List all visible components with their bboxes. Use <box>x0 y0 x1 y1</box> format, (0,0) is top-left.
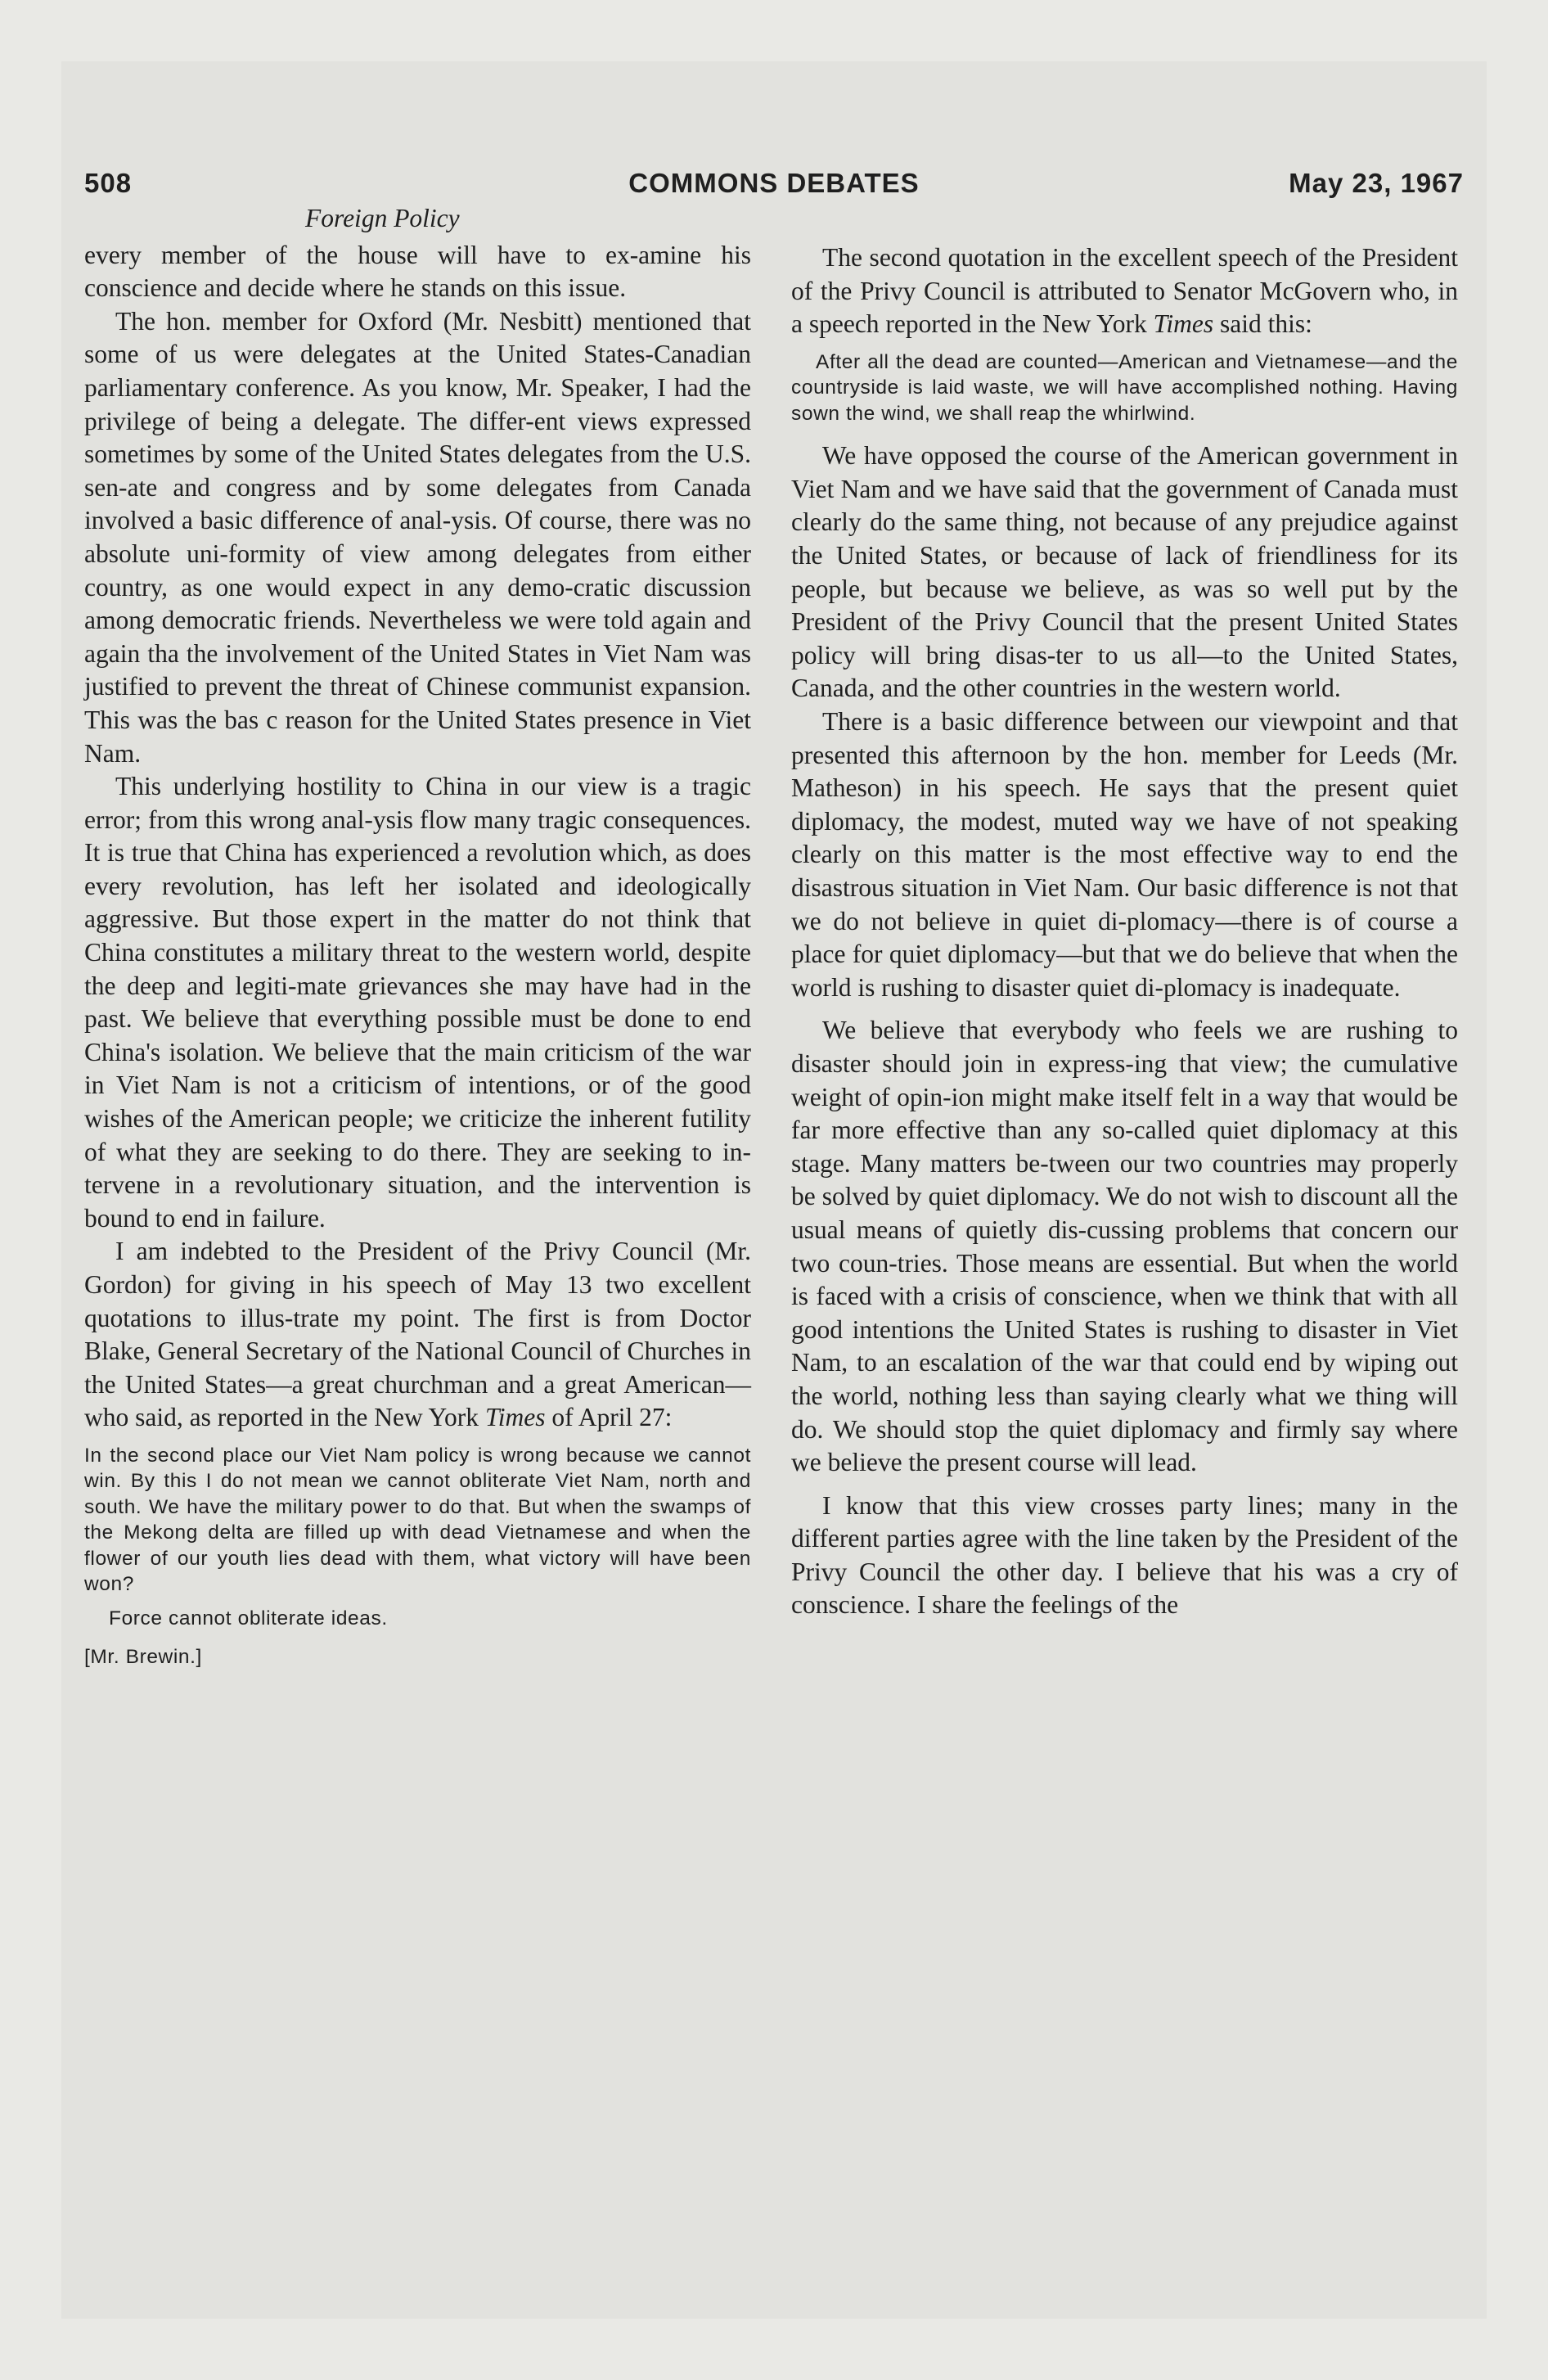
running-head <box>84 168 1464 204</box>
right-column <box>791 241 1458 1622</box>
publication-title: COMMONS DEBATES <box>628 168 920 198</box>
speaker-note: [Mr. Brewin.] <box>84 1646 202 1669</box>
left-paragraph-3: This underlying hostility to China in our view is a tragic error; from this wrong anal-ysis flow many tragic consequences. It is true that China has experienced a revolution which, as does every revolution, has left her isolated and ideologically aggressive. But those expert in the matter do not think that China constitutes a military threat to the western world, despite the deep and legiti-mate grievances she may have had in the past. We believe that everything possible must be done to end China's isolation. We believe that the main criticism of the war in Viet Nam is not a criticism of intentions, or of the good wishes of the American people; we criticize the inherent futility of what they are seeking to do there. They are seeking to in-tervene in a revolutionary situation, and the intervention is bound to end in failure. <box>84 772 751 1233</box>
right-paragraph-1 <box>791 241 1458 341</box>
publication-date: May 23, 1967 <box>1289 168 1464 198</box>
right-paragraph-5: I know that this view crosses party lines; many in the different parties agree with the line taken by the President of the Privy Council the other day. I believe that his was a cry of conscience. I share the feelings of the <box>791 1490 1458 1620</box>
left-paragraph-4-tail: of April 27: <box>551 1403 673 1432</box>
right-paragraph-3: There is a basic difference between our viewpoint and that presented this afternoon by the hon. member for Leeds (Mr. Matheson) in his speech. He says that the present quiet diplomacy, the modest, muted way we have of not speaking clearly on this matter is the most effective way to end the disastrous situation in Viet Nam. Our basic difference is not that we do not believe in quiet di-plomacy—there is of course a place for quiet diplomacy—but that we do believe that when the world is rushing to disaster quiet di-plomacy is inadequate. <box>791 707 1458 1002</box>
mcgovern-quotation-text: After all the dead are counted—American and Vietnamese—and the countryside is laid waste, we will have accomplished nothing. Having sown the wind, we shall reap the whirlwind. <box>791 350 1458 425</box>
section-label: Foreign Policy <box>305 204 460 232</box>
blake-quotation-text: In the second place our Viet Nam policy is wrong because we cannot win. By this I do not mean we cannot obliterate Viet Nam, north and south. We have the military power to do that. But when the swamps of the Mekong delta are filled up with dead Vietnamese and when the flower of our youth lies dead with them, what victory will have been won? <box>84 1444 751 1596</box>
right-paragraph-1-tail: said this: <box>1220 309 1312 339</box>
blake-quotation-tail: Force cannot obliterate ideas. <box>109 1607 388 1629</box>
right-paragraph-1-text: The second quotation in the excellent speech of the President of the Privy Council is attributed to Senator McGovern who, in a speech reported in the New York <box>791 243 1458 339</box>
page-number: 508 <box>84 168 133 198</box>
document-page <box>61 61 1487 2319</box>
blake-quotation <box>84 1443 751 1632</box>
mcgovern-quotation <box>791 349 1458 427</box>
right-paragraph-4: We believe that everybody who feels we are rushing to disaster should join in express-ing that view; the cumulative weight of opin-ion might make itself felt in a way that would be far more effective than any so-called quiet diplomacy at this stage. Many matters be-tween our two countries may properly be solved by quiet diplomacy. We do not wish to discount all the usual means of quietly dis-cussing problems that concern our two coun-tries. Those means are essential. But when the world is faced with a crisis of conscience, when we think that with all good intentions the United States is rushing to disaster in Viet Nam, to an escalation of the war that could end by wiping out the world, nothing less than saying clearly what we thing will do. We should stop the quiet diplomacy and firmly say where we believe the present course will lead. <box>791 1016 1458 1477</box>
newspaper-name-2: Times <box>1153 309 1214 339</box>
right-paragraph-2: We have opposed the course of the American government in Viet Nam and we have said that the government of Canada must clearly do the same thing, not because of any prejudice against the United States, or because of lack of friendliness for its people, but because we believe, as was so well put by the President of the Privy Council that the present United States policy will bring disas-ter to us all—to the United States, Canada, and the other countries in the western world. <box>791 441 1458 703</box>
left-paragraph-1: every member of the house will have to ex-amine his conscience and decide where he stands on this issue. <box>84 240 751 303</box>
left-column <box>84 202 751 1670</box>
left-paragraph-2: The hon. member for Oxford (Mr. Nesbitt) mentioned that some of us were delegates at the United States-Canadian parliamentary conference. As you know, Mr. Speaker, I had the privilege of being a delegate. The differ-ent views expressed sometimes by some of the United States delegates from the U.S. sen-ate and congress and by some delegates from Canada involved a basic difference of anal-ysis. Of course, there was no absolute uni-formity of view among delegates from either country, as one would expect in any demo-cratic discussion among democratic friends. Nevertheless we were told again and again tha the involvement of the United States in Viet Nam was justified to prevent the threat of Chinese communist expansion. This was the bas c reason for the United States presence in Viet Nam. <box>84 306 751 768</box>
newspaper-name: Times <box>484 1403 546 1432</box>
left-paragraph-4-text: I am indebted to the President of the Privy Council (Mr. Gordon) for giving in his speech of May 13 two excellent quotations to illus-trate my point. The first is from Doctor Blake, General Secretary of the National Council of Churches in the United States—a great churchman and a great American—who said, as reported in the New York <box>84 1237 751 1432</box>
left-paragraph-4 <box>84 1235 751 1435</box>
